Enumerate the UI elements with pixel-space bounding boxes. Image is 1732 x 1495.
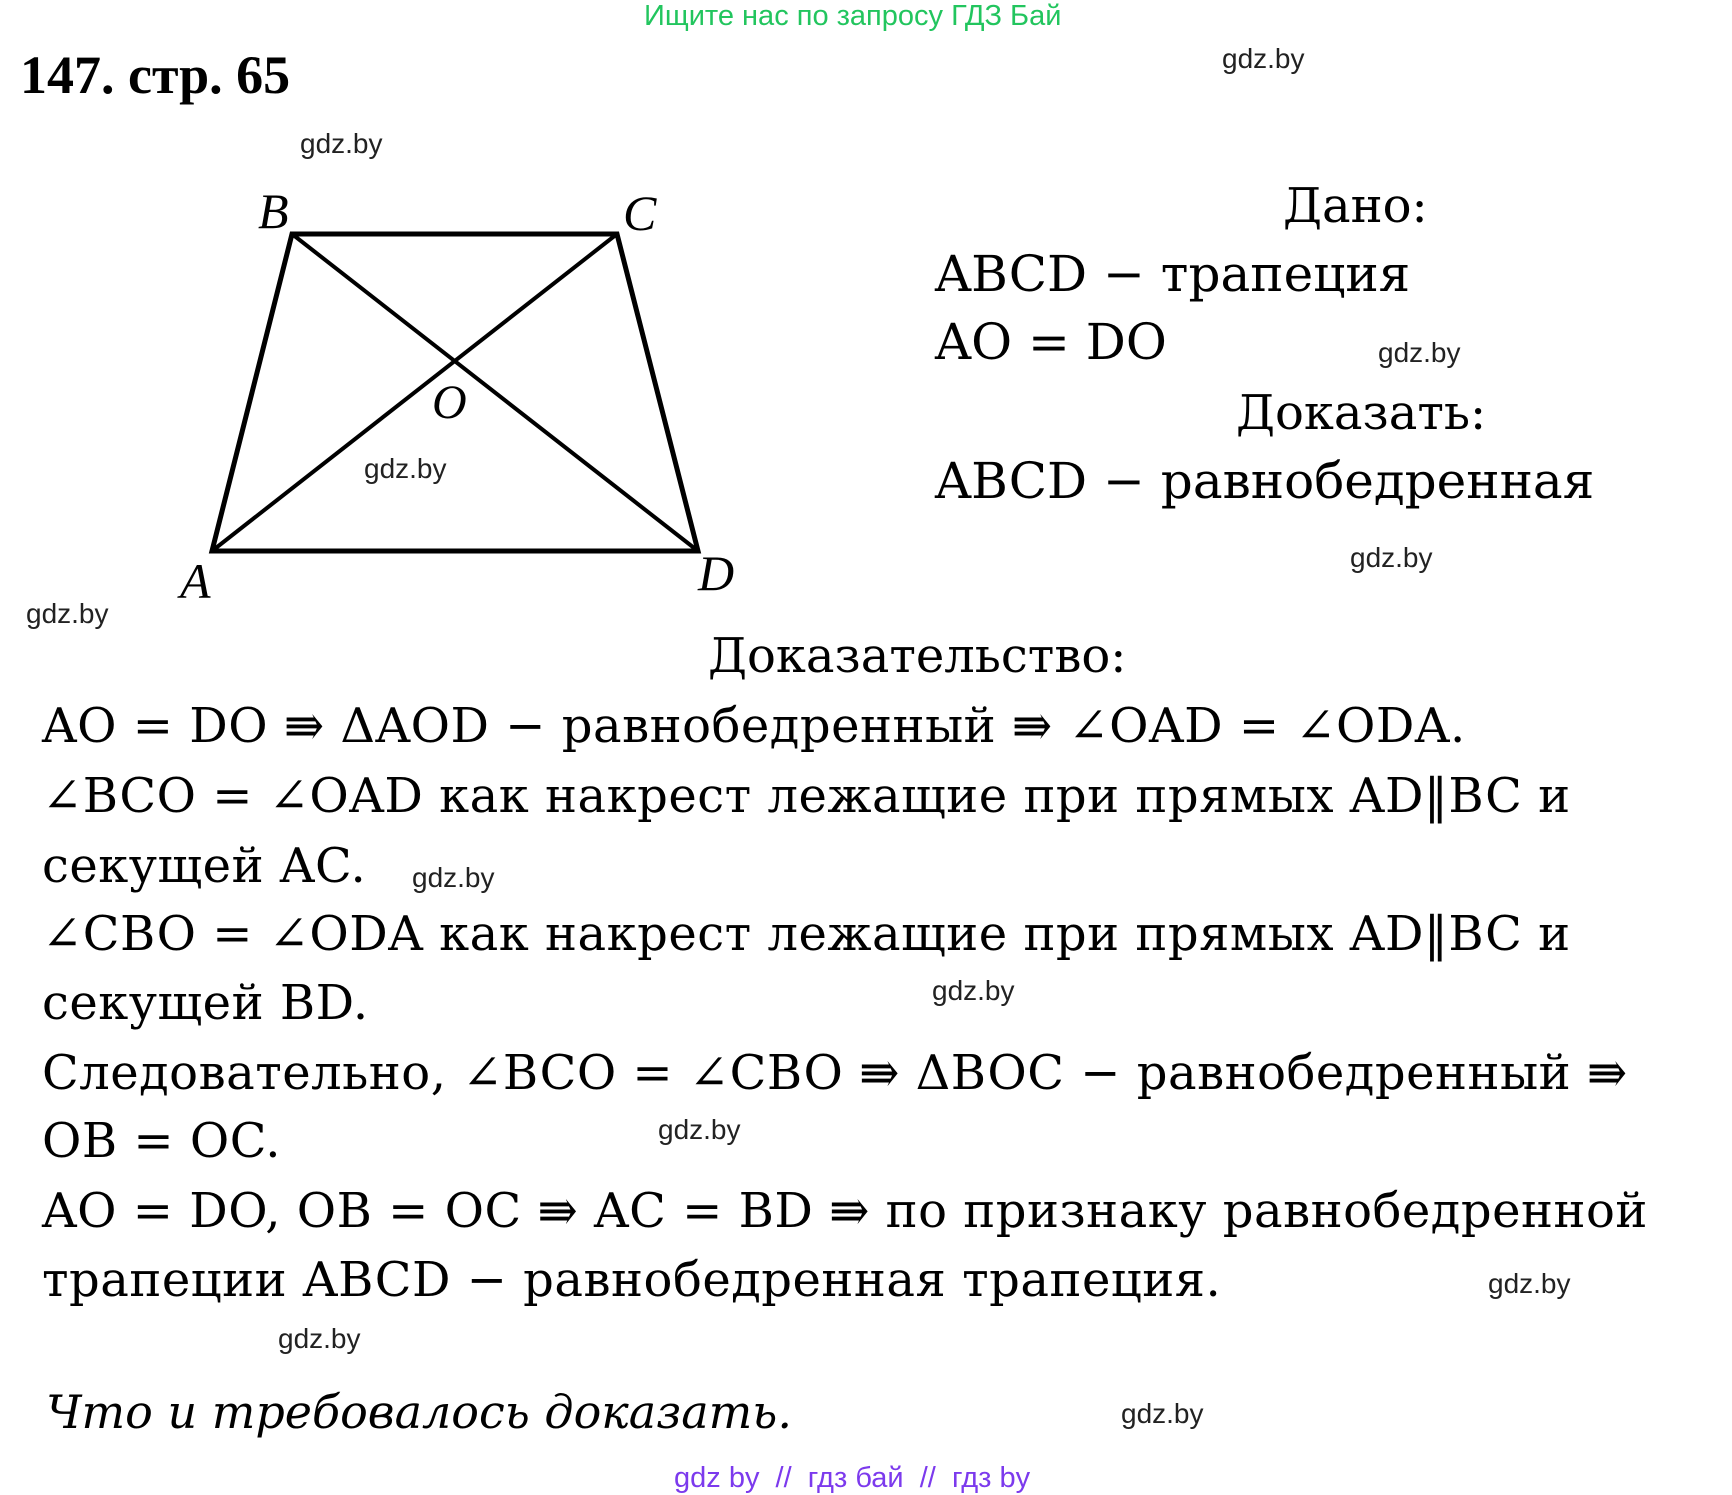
watermark: gdz.by <box>932 975 1015 1006</box>
label-c: C <box>623 185 657 241</box>
watermark: gdz.by <box>1222 43 1305 74</box>
label-o: O <box>432 376 467 429</box>
label-a: A <box>180 553 211 609</box>
given-line-1: ABCD − трапеция <box>935 245 1411 303</box>
watermark: gdz.by <box>412 862 495 893</box>
watermark: gdz.by <box>1350 542 1433 573</box>
diagonal-bd <box>292 234 698 551</box>
watermark: gdz.by <box>300 128 383 159</box>
given-title: Дано: <box>1283 178 1428 234</box>
watermark: gdz.by <box>1378 337 1461 368</box>
diagonal-ac <box>212 234 617 551</box>
watermark: gdz.by <box>364 453 447 484</box>
watermark: gdz.by <box>658 1114 741 1145</box>
proof-line: ∠CBO = ∠ODA как накрест лежащие при прямых AD‖BC и <box>42 906 1571 962</box>
top-banner[interactable]: Ищите нас по запросу ГДЗ Бай <box>644 0 1062 32</box>
proof-line: AO = DO, OB = OC ⇛ AC = BD ⇛ по признаку равнобедренной <box>42 1183 1648 1239</box>
prove-line: ABCD − равнобедренная <box>935 452 1595 510</box>
proof-line: Следовательно, ∠BCO = ∠CBO ⇛ ΔBOC − равнобедренный ⇛ <box>42 1045 1628 1101</box>
proof-title: Доказательство: <box>708 628 1127 684</box>
conclusion: Что и требовалось доказать. <box>46 1385 792 1439</box>
proof-line: OB = OC. <box>42 1113 281 1169</box>
proof-line: секущей BD. <box>42 975 369 1031</box>
footer-links[interactable]: gdz by // гдз бай // гдз by <box>674 1462 1031 1494</box>
watermark: gdz.by <box>278 1323 361 1354</box>
given-line-2: AO = DO <box>935 313 1167 371</box>
watermark: gdz.by <box>26 598 109 629</box>
label-b: B <box>258 183 289 239</box>
proof-line: ∠BCO = ∠OAD как накрест лежащие при прямых AD‖BC и <box>42 768 1571 824</box>
label-d: D <box>698 545 735 601</box>
proof-line: секущей AC. <box>42 838 367 894</box>
exercise-header: 147. стр. 65 <box>20 45 291 105</box>
proof-line: трапеции ABCD − равнобедренная трапеция. <box>42 1252 1222 1308</box>
watermark: gdz.by <box>1121 1398 1204 1429</box>
watermark: gdz.by <box>1488 1268 1571 1299</box>
prove-title: Доказать: <box>1236 385 1487 441</box>
trapezoid-figure <box>170 180 750 610</box>
proof-line: AO = DO ⇛ ΔAOD − равнобедренный ⇛ ∠OAD = ∠ODA. <box>42 698 1466 754</box>
